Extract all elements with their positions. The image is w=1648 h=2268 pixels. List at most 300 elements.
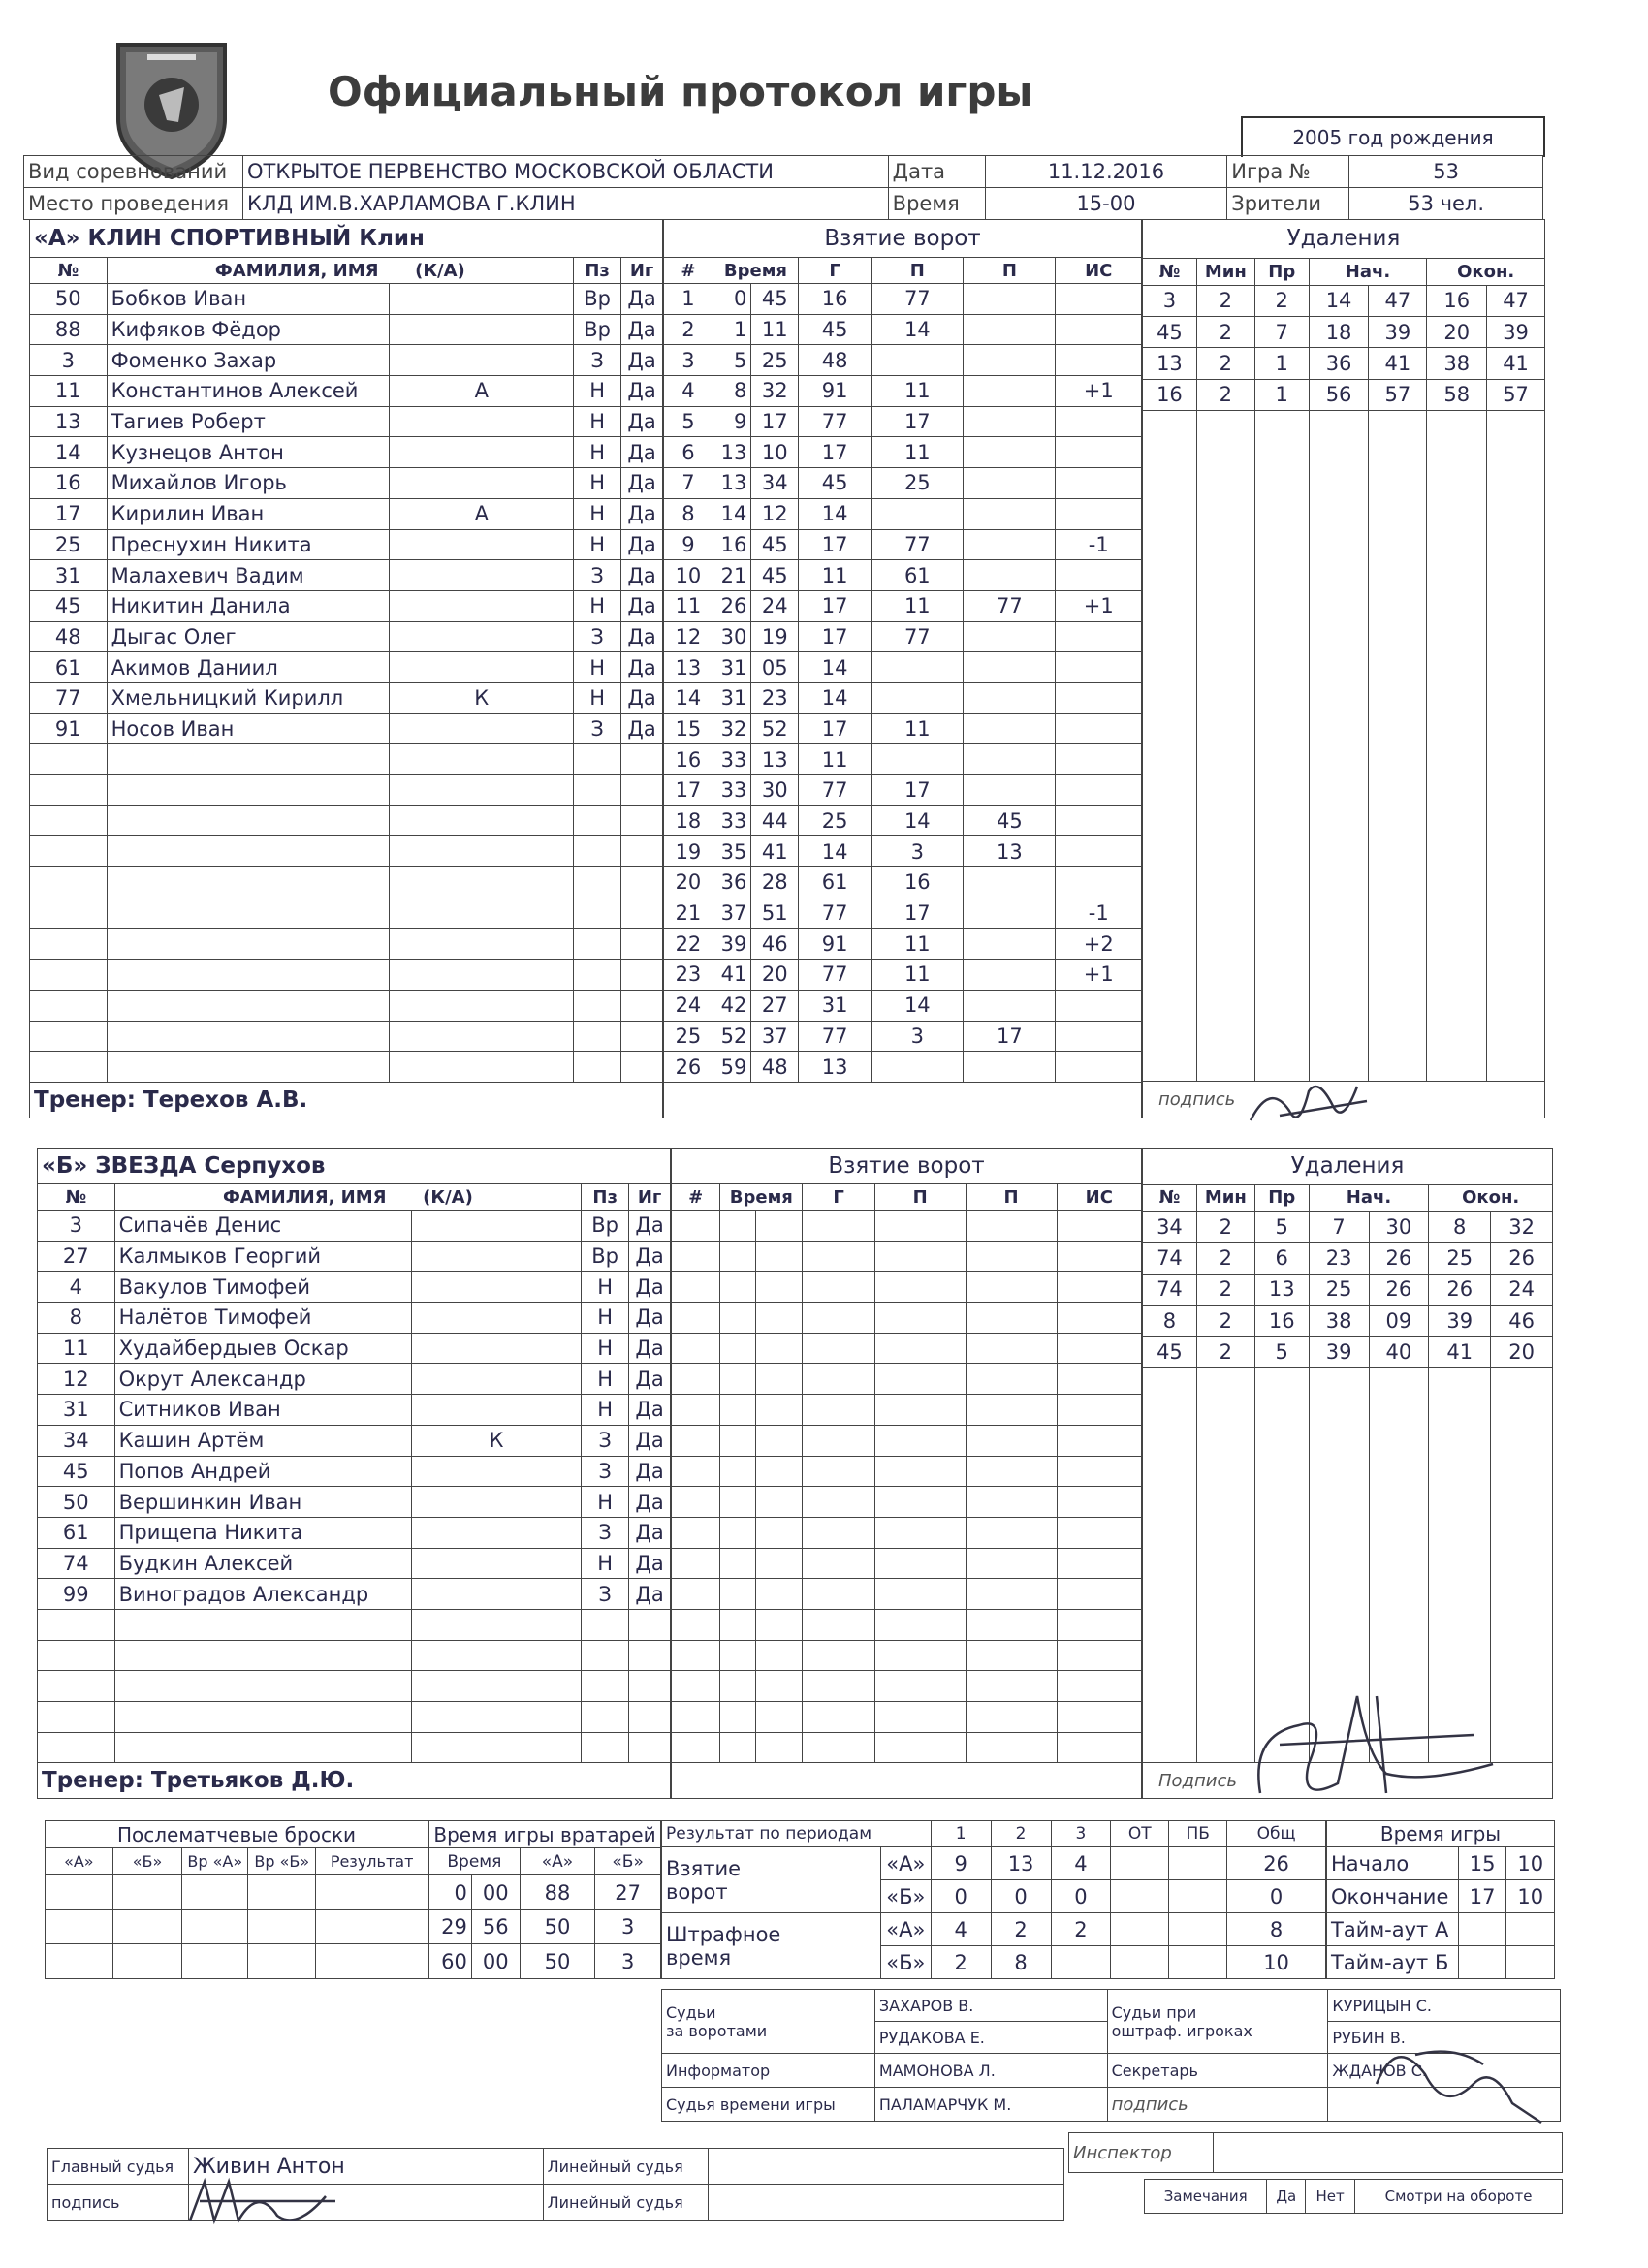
table-row [1143,316,1545,347]
player-role [411,1579,581,1610]
informer-label: Информатор [662,2054,875,2088]
penalty-reason: 5 [1254,1337,1309,1368]
informer-value: МАМОНОВА Л. [874,2054,1107,2088]
player-position: Вр [574,314,621,345]
player-name: Калмыков Георгий [114,1241,411,1272]
table-row [30,867,663,898]
table-row [664,284,1142,315]
penalty-start-min: 36 [1309,348,1369,379]
goal-situation [1056,284,1142,315]
penalty-minutes: 2 [1196,1212,1254,1243]
penalty-reason: 13 [1254,1274,1309,1305]
empty-cell [966,1364,1057,1395]
player-role: А [390,376,574,407]
empty-cell [1309,990,1369,1020]
penalty-start-min: 23 [1309,1243,1369,1274]
goalie-minute: 29 [429,1909,472,1944]
empty-cell [1196,1580,1254,1610]
player-position: Н [582,1303,629,1334]
goal-scorer: 25 [799,805,872,836]
empty-cell [1196,1641,1254,1671]
empty-cell [672,1456,720,1487]
empty-cell [756,1579,803,1610]
penalty-end-min: 8 [1429,1212,1491,1243]
goal-second: 13 [751,744,799,775]
empty-cell [1309,898,1369,928]
goal-assist-2 [964,345,1056,376]
empty-cell [390,744,574,775]
penalty-end-min: 25 [1429,1243,1491,1274]
col-ka: (К/А) [423,1186,473,1208]
empty-cell [966,1303,1057,1334]
empty-cell [803,1333,874,1364]
penalty-start-min: 25 [1309,1274,1369,1305]
empty-cell [1309,806,1369,836]
table-row [38,1456,671,1487]
col-pz: Пз [574,258,621,284]
shootout-col: «Б» [112,1848,182,1875]
empty-cell [390,867,574,898]
table-row [664,621,1142,652]
period-value: 2 [1051,1913,1111,1946]
player-role [390,345,574,376]
empty-cell [1057,1702,1141,1733]
goal-second: 25 [751,345,799,376]
goal-number: 7 [664,468,713,499]
empty-cell [1369,1550,1429,1580]
empty-cell [411,1732,581,1763]
table-row [1143,776,1545,806]
empty-cell [803,1609,874,1640]
goalie-second: 56 [471,1909,520,1944]
table-row [30,284,663,315]
col-hash: # [664,258,713,284]
player-number: 34 [38,1425,115,1456]
empty-cell [1143,1610,1197,1640]
col-p1: П [872,258,964,284]
remarks-table [1144,2179,1563,2214]
player-name: Кашин Артём [114,1425,411,1456]
empty-cell [874,1211,966,1242]
player-number: 45 [30,590,108,621]
empty-cell [1254,1520,1309,1550]
table-row [1143,502,1545,532]
penalty-minutes: 2 [1196,1337,1254,1368]
goal-scorer: 14 [799,682,872,713]
player-playing: Да [621,498,663,529]
empty-cell [1369,929,1427,959]
goal-minute: 5 [713,345,751,376]
empty-cell [1143,624,1197,654]
player-playing: Да [621,345,663,376]
empty-cell [1057,1609,1141,1640]
table-row [1143,1429,1553,1459]
player-position: З [574,713,621,744]
remarks-no[interactable]: Нет [1306,2180,1355,2214]
table-row [664,345,1142,376]
player-role: К [411,1425,581,1456]
table-row [30,345,663,376]
empty-cell [803,1517,874,1548]
table-row [30,529,663,560]
table-row [672,1487,1142,1518]
col-no: № [30,258,108,284]
goal-minute: 16 [713,529,751,560]
empty-cell [1369,411,1427,442]
penalty-player: 13 [1143,348,1197,379]
empty-cell [1369,442,1427,472]
main-ref-signature-label: подпись [48,2185,189,2221]
table-row [672,1609,1142,1640]
penalty-start-sec: 41 [1369,348,1427,379]
empty-cell [1369,1580,1429,1610]
empty-cell [1369,715,1427,745]
table-row [672,1702,1142,1733]
player-name: Носов Иван [107,713,390,744]
shootout-title: Послематчевые броски [46,1821,428,1848]
inspector-table [1068,2132,1563,2173]
player-number: 91 [30,713,108,744]
player-number: 3 [30,345,108,376]
penalty-end-sec: 20 [1491,1337,1553,1368]
empty-cell [720,1548,756,1579]
penalty-start-sec: 40 [1369,1337,1429,1368]
col-no: № [38,1184,115,1211]
goal-second: 41 [751,836,799,867]
empty-cell [1057,1517,1141,1548]
goal-scorer: 17 [799,437,872,468]
remarks-see-back: Смотри на обороте [1355,2180,1563,2214]
table-row [664,682,1142,713]
empty-cell [1143,1489,1197,1519]
shootout-col: Вр «А» [182,1848,248,1875]
empty-cell [574,990,621,1021]
empty-cell [1487,837,1545,867]
empty-cell [1487,472,1545,502]
empty-cell [1309,1368,1369,1399]
player-playing: Да [629,1425,671,1456]
empty-cell [966,1732,1057,1763]
officials-signature-label: подпись [1107,2088,1328,2122]
empty-cell [1427,563,1487,593]
empty-cell [1429,1368,1491,1399]
periods-table [661,1820,1326,1979]
goal-assist-2 [964,437,1056,468]
player-name: Бобков Иван [107,284,390,315]
game-no-value: 53 [1349,156,1543,188]
empty-cell [1057,1579,1141,1610]
empty-cell [720,1579,756,1610]
table-row [38,1609,671,1640]
empty-cell [966,1548,1057,1579]
period-value: 13 [991,1847,1051,1880]
empty-cell [1196,776,1254,806]
empty-cell [1427,442,1487,472]
goal-minute: 8 [713,376,751,407]
empty-cell [720,1395,756,1426]
empty-cell [1487,1020,1545,1050]
player-number: 11 [30,376,108,407]
goals-label-1: Взятие [666,1856,742,1880]
goal-scorer: 45 [799,468,872,499]
player-role [390,284,574,315]
empty-cell [803,1395,874,1426]
goal-scorer: 17 [799,590,872,621]
goal-assist-1: 17 [872,775,964,806]
player-role [411,1364,581,1395]
player-role [390,529,574,560]
table-row [1143,472,1545,502]
pim-label-1: Штрафное [666,1922,781,1946]
empty-cell [1143,715,1197,745]
penalty-minutes: 2 [1196,1305,1254,1336]
empty-cell [1427,867,1487,898]
empty-cell [672,1303,720,1334]
table-row [664,775,1142,806]
empty-cell [1369,654,1427,684]
empty-cell [803,1425,874,1456]
shootout-col: «А» [46,1848,113,1875]
empty-cell [1429,1580,1491,1610]
empty-cell [30,990,108,1021]
goalie-time-title: Время игры вратарей [429,1821,661,1848]
empty-cell [1369,533,1427,563]
start-label: Начало [1327,1847,1459,1880]
secretary-label: Секретарь [1107,2054,1328,2088]
penalty-end-sec: 46 [1491,1305,1553,1336]
table-row [30,836,663,867]
empty-cell [756,1241,803,1272]
table-row [672,1395,1142,1426]
empty-cell [1309,837,1369,867]
empty-cell [38,1702,115,1733]
table-row [672,1456,1142,1487]
player-position: З [574,345,621,376]
empty-cell [574,867,621,898]
col-pen-min: Мин [1196,258,1254,285]
player-number: 61 [38,1517,115,1548]
empty-cell [1254,929,1309,959]
player-position: Н [574,682,621,713]
empty-cell [411,1640,581,1671]
goal-situation [1056,867,1142,898]
timekeeper-label: Судья времени игры [662,2088,875,2122]
empty-cell [1143,867,1197,898]
empty-cell [1057,1303,1141,1334]
table-row [664,867,1142,898]
player-position: Н [574,406,621,437]
empty-cell [390,929,574,960]
goal-assist-1: 11 [872,929,964,960]
player-name: Никитин Данила [107,590,390,621]
competition-label: Вид соревнований [24,156,243,188]
penalty-start-sec: 47 [1369,285,1427,316]
goal-minute: 26 [713,590,751,621]
player-name: Акимов Даниил [107,652,390,683]
player-playing: Да [621,652,663,683]
empty-cell [874,1425,966,1456]
player-name: Дыгас Олег [107,621,390,652]
penalty-reason: 2 [1254,285,1309,316]
goal-situation [1056,345,1142,376]
empty-cell [874,1487,966,1518]
goal-assist-2 [964,744,1056,775]
empty-cell [1429,1489,1491,1519]
goal-assist-1: 17 [872,406,964,437]
table-row [30,560,663,591]
penalty-player: 8 [1143,1305,1197,1336]
empty-cell [621,990,663,1021]
table-row [664,898,1142,929]
empty-cell [107,990,390,1021]
penalty-start-sec: 26 [1369,1243,1429,1274]
col-name: ФАМИЛИЯ, ИМЯ [214,260,379,281]
table-row [1143,1243,1553,1274]
table-row [672,1241,1142,1272]
goal-second: 17 [751,406,799,437]
table-row [1143,1520,1553,1550]
empty-cell [1309,1550,1369,1580]
table-row [1143,442,1545,472]
empty-cell [1143,1550,1197,1580]
empty-cell [1487,594,1545,624]
penalty-end-min: 20 [1427,316,1487,347]
table-row [664,744,1142,775]
empty-cell [874,1732,966,1763]
empty-cell [756,1487,803,1518]
linesman-1-label: Линейный судья [543,2149,708,2185]
empty-cell [966,1702,1057,1733]
empty-cell [114,1640,411,1671]
spectators-value: 53 чел. [1349,188,1543,220]
empty-cell [1491,1489,1553,1519]
period-value [1111,1847,1169,1880]
penalty-minutes: 2 [1196,1274,1254,1305]
goal-second: 48 [751,1052,799,1083]
penalty-player: 45 [1143,1337,1197,1368]
empty-cell [672,1548,720,1579]
empty-cell [756,1517,803,1548]
table-row [30,406,663,437]
empty-cell [966,1671,1057,1702]
goal-scorer: 13 [799,1052,872,1083]
goal-second: 51 [751,898,799,929]
goal-situation [1056,682,1142,713]
time-label: Время [888,188,985,220]
venue-label: Место проведения [24,188,243,220]
goal-situation: -1 [1056,898,1142,929]
penalty-player: 45 [1143,316,1197,347]
empty-cell [1427,502,1487,532]
time-value: 15-00 [985,188,1227,220]
goal-second: 11 [751,314,799,345]
goal-scorer: 48 [799,345,872,376]
empty-cell [1369,624,1427,654]
empty-cell [803,1640,874,1671]
empty-cell [1487,411,1545,442]
empty-cell [38,1640,115,1671]
period-value: 26 [1227,1847,1326,1880]
empty-cell [1143,1429,1197,1459]
penalty-player: 34 [1143,1212,1197,1243]
empty-cell [1057,1456,1141,1487]
empty-cell [1143,1020,1197,1050]
goal-minute: 42 [713,990,751,1021]
player-number: 27 [38,1241,115,1272]
table-row [1143,563,1545,593]
penalty-end-sec: 57 [1487,379,1545,410]
spectators-label: Зрители [1227,188,1349,220]
col-time: Время [720,1184,803,1211]
empty-cell [874,1364,966,1395]
col-time: Время [713,258,798,284]
table-row [30,1052,663,1083]
goal-number: 18 [664,805,713,836]
empty-cell [30,836,108,867]
empty-cell [1057,1364,1141,1395]
team-b-coach: Тренер: Третьяков Д.Ю. [38,1763,671,1799]
goal-situation [1056,775,1142,806]
player-role [411,1487,581,1518]
empty-cell [1196,1459,1254,1489]
table-row [1143,1337,1553,1368]
player-name: Малахевич Вадим [107,560,390,591]
goal-number: 15 [664,713,713,744]
empty-cell [803,1456,874,1487]
empty-cell [621,929,663,960]
empty-cell [672,1425,720,1456]
empty-cell [803,1487,874,1518]
empty-cell [574,960,621,991]
empty-cell [574,898,621,929]
venue-value: КЛД ИМ.В.ХАРЛАМОВА Г.КЛИН [242,188,888,220]
goal-scorer: 17 [799,713,872,744]
empty-cell [720,1303,756,1334]
period-value [1169,1913,1227,1946]
goal-assist-2 [964,775,1056,806]
period-value [1051,1946,1111,1979]
empty-cell [1057,1241,1141,1272]
table-row [672,1272,1142,1303]
period-value: 2 [931,1946,991,1979]
empty-cell [1491,1429,1553,1459]
start-minute: 10 [1506,1847,1555,1880]
remarks-yes[interactable]: Да [1267,2180,1306,2214]
goal-minute: 41 [713,960,751,991]
goalie-time-col: «А» [520,1848,595,1875]
goal-second: 46 [751,929,799,960]
goal-assist-2 [964,498,1056,529]
goal-assist-2 [964,713,1056,744]
empty-cell [1196,1489,1254,1519]
player-position: Вр [582,1211,629,1242]
shootout-col: Вр «Б» [248,1848,316,1875]
empty-cell [1491,1368,1553,1399]
empty-cell [1143,1399,1197,1429]
table-row [30,744,663,775]
empty-cell [720,1487,756,1518]
table-row [664,713,1142,744]
goal-situation [1056,713,1142,744]
table-row [1143,1489,1553,1519]
goal-second: 37 [751,1021,799,1052]
team-a-penalties [1142,219,1545,1118]
player-number: 13 [30,406,108,437]
team-a-signature-label: подпись [1143,1082,1545,1118]
player-playing: Да [629,1487,671,1518]
goal-number: 5 [664,406,713,437]
penalty-player: 3 [1143,285,1197,316]
